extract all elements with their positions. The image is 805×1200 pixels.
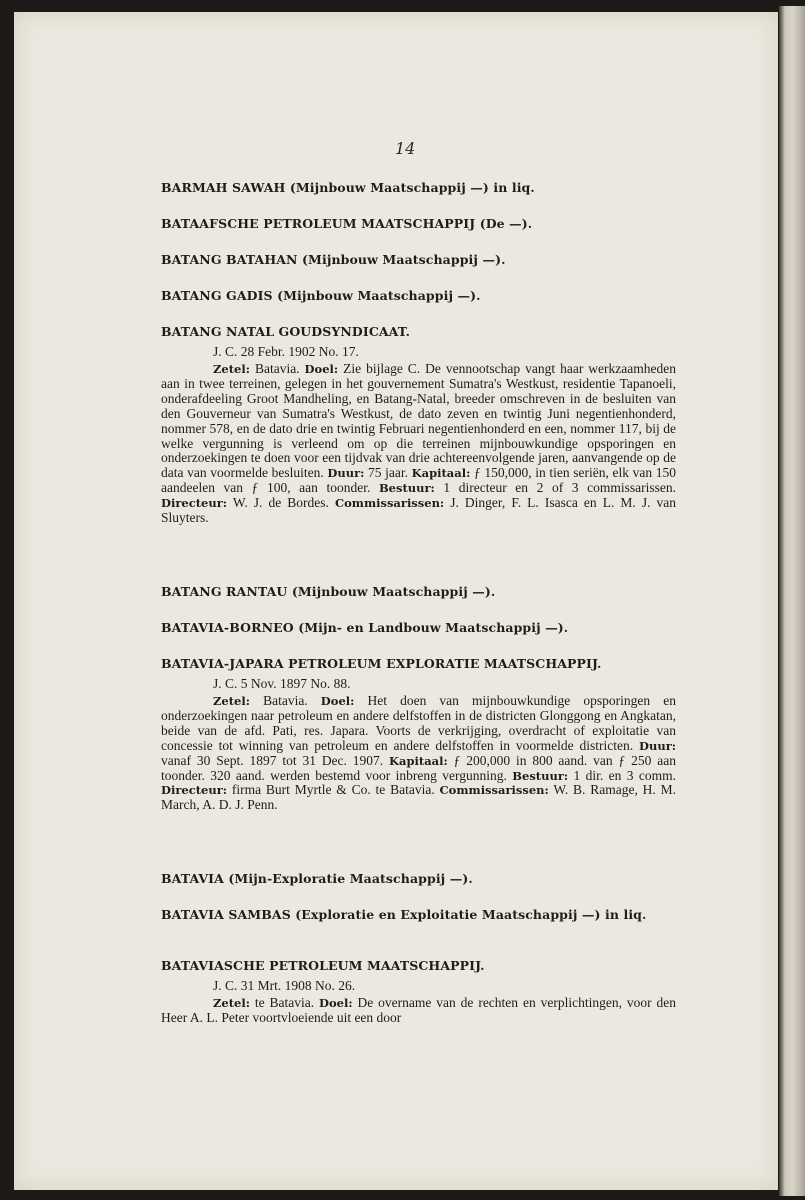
- field-label: Kapitaal:: [389, 753, 448, 768]
- entry-heading: BATAAFSCHE PETROLEUM MAATSCHAPPIJ (De —).: [161, 216, 533, 231]
- entry-body: [161, 996, 676, 1026]
- entry-batang-natal: [161, 324, 676, 526]
- field-text: 1 dir. en 3 comm.: [568, 767, 676, 783]
- field-label: Bestuur:: [378, 481, 435, 496]
- entry-heading: BATANG RANTAU (Mijnbouw Maatschappij —).: [161, 584, 496, 599]
- entry-batavia-japara: [161, 656, 676, 813]
- field-label: Commissarissen:: [334, 496, 445, 511]
- page-number: 14: [395, 139, 416, 158]
- field-label: Directeur:: [161, 496, 228, 511]
- field-text: Batavia.: [249, 361, 305, 376]
- field-label: Zetel:: [213, 996, 250, 1010]
- field-label: Doel:: [319, 996, 353, 1010]
- field-label: Kapitaal:: [411, 466, 471, 481]
- entry-heading: BARMAH SAWAH (Mijnbouw Maatschappij —) in liq.: [161, 180, 535, 195]
- field-text: De overname van de rechten en verplichtingen, voor den Heer A. L. Peter voortvloeiende uit een door: [161, 995, 676, 1025]
- entry-heading: BATANG GADIS (Mijnbouw Maatschappij —).: [161, 288, 481, 303]
- entry-heading: BATAVIA (Mijn-Exploratie Maatschappij —).: [161, 871, 473, 886]
- entry-barmah-sawah: [161, 180, 676, 195]
- entry-heading: BATANG NATAL GOUDSYNDICAAT.: [161, 324, 411, 339]
- field-text: W. B. Ramage, H. M. March, A. D. J. Penn.: [161, 782, 676, 813]
- field-text: vanaf 30 Sept. 1897 tot 31 Dec. 1907.: [161, 752, 390, 768]
- field-text: J. Dinger, F. L. Isasca en L. M. J. van Sluyters.: [161, 495, 677, 526]
- jc-reference: J. C. 31 Mrt. 1908 No. 26.: [213, 978, 356, 993]
- field-text: Batavia.: [249, 693, 321, 708]
- entry-heading: BATAVIA SAMBAS (Exploratie en Exploitatie Maatschappij —) in liq.: [161, 907, 647, 922]
- entry-batavia-sambas: [161, 907, 676, 922]
- field-text: ƒ 150,000, in tien seriën, elk van 150 aandeelen van ƒ 100, aan toonder.: [161, 465, 676, 496]
- field-text: ƒ 200,000 in 800 aand. van ƒ 250 aan toonder. 320 aand. werden bestemd voor inbreng vergunning.: [161, 752, 676, 783]
- jc-reference: J. C. 28 Febr. 1902 No. 17.: [213, 344, 359, 359]
- field-label: Doel:: [304, 362, 339, 376]
- field-label: Duur:: [327, 466, 365, 481]
- entry-body: [161, 694, 676, 813]
- field-label: Commissarissen:: [439, 783, 549, 798]
- entry-bataafsche-petroleum: [161, 216, 676, 231]
- entry-heading: BATAVIA-JAPARA PETROLEUM EXPLORATIE MAATSCHAPPIJ.: [161, 656, 602, 671]
- field-label: Zetel:: [213, 362, 250, 376]
- field-text: W. J. de Bordes.: [227, 495, 335, 511]
- jc-reference: J. C. 5 Nov. 1897 No. 88.: [213, 676, 351, 691]
- field-text: 75 jaar.: [364, 465, 412, 481]
- field-text: Het doen van mijnbouwkundige opsporingen en onderzoekingen naar petroleum en andere delfstoffen in de districten Glonggong en Angkatan, beide van de afd. Pati, res. Japara. Voorts de verkrijging, overdracht of exploitatie van concessie tot winning van petroleum en andere delfstoffen in voormelde districten.: [161, 693, 676, 753]
- field-label: Bestuur:: [512, 768, 569, 783]
- field-text: te Batavia.: [249, 995, 320, 1010]
- entry-batang-gadis: [161, 288, 676, 303]
- field-text: firma Burt Myrtle & Co. te Batavia.: [227, 782, 440, 798]
- field-label: Duur:: [639, 738, 676, 753]
- entry-heading: BATAVIASCHE PETROLEUM MAATSCHAPPIJ.: [161, 958, 485, 973]
- entry-batavia-borneo: [161, 620, 676, 635]
- page-edge: [779, 6, 805, 1196]
- entry-heading: BATAVIA-BORNEO (Mijn- en Landbouw Maatschappij —).: [161, 620, 569, 635]
- field-text: 1 directeur en 2 of 3 commissarissen.: [434, 480, 676, 496]
- entry-batavia-mijn-exploratie: [161, 871, 676, 886]
- entry-heading: BATANG BATAHAN (Mijnbouw Maatschappij —).: [161, 252, 506, 267]
- field-text: Zie bijlage C. De vennootschap vangt haar werkzaamheden aan in twee terreinen, gelegen in het gouvernement Sumatra's Westkust, residentie Tapanoeli, onderafdeeling Groot Mandheling, en Batang-Natal, breeder omschreven in de besluiten van den Gouverneur van Sumatra's Westkust, de dato zeven en twintig Juni negentienhonderd, nommer 578, en de dato drie en twintig Februari negentienhonderd en een, nommer 117, bij de welke vergunning is verleend om op die terreinen mijnbouwkundige opsporingen en onderzoekingen te doen voor een tijdvak van drie achtereenvolgende jaren, aanvangende op de data van voormelde besluiten.: [161, 361, 676, 481]
- field-label: Directeur:: [161, 783, 228, 798]
- entry-body: [161, 362, 676, 526]
- entry-batang-rantau: [161, 584, 676, 599]
- entry-bataviasche-petroleum: [161, 958, 676, 1026]
- field-label: Zetel:: [213, 694, 250, 708]
- entry-batang-batahan: [161, 252, 676, 267]
- field-label: Doel:: [320, 694, 355, 708]
